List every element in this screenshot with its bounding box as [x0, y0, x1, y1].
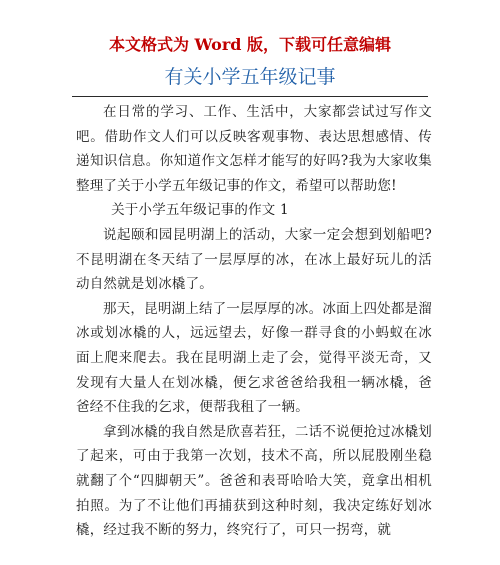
paragraph: 拿到冰橇的我自然是欣喜若狂，二话不说便抢过冰橇划了起来，可由于我第一次划，技术不高，所以屁股刚坐稳就翻了个“四脚朝天”。爸爸和表哥哈哈大笑，竟拿出相机拍照。为了不让他们再捕获到这种时刻，我决定练好划冰橇，经过我不断的努力，终究行了，可只一拐弯，就 — [76, 423, 432, 539]
document-title: 有关小学五年级记事 — [164, 66, 336, 88]
paragraph: 说起颐和园昆明湖上的活动，大家一定会想到划船吧?不昆明湖在冬天结了一层厚厚的冰，在冰上最好玩儿的活动自然就是划冰橇了。 — [76, 226, 432, 293]
paragraph-intro: 在日常的学习、工作、生活中，大家都尝试过写作文吧。借助作文人们可以反映客观事物、表达思想感情、传递知识信息。你知道作文怎样才能写的好吗?我为大家收集整理了关于小学五年级记事的作文，希望可以帮助您! — [76, 104, 432, 194]
title-divider — [72, 96, 428, 97]
section-heading: 关于小学五年级记事的作文 1 — [111, 202, 289, 219]
format-banner: 本文格式为 Word 版，下载可任意编辑 — [108, 35, 392, 54]
paragraph: 那天，昆明湖上结了一层厚厚的冰。冰面上四处都是溜冰或划冰橇的人，远远望去，好像一群寻食的小蚂蚁在冰面上爬来爬去。我在昆明湖上走了会，觉得平淡无奇，又发现有大量人在划冰橇，便乞求爸爸给我租一辆冰橇，爸爸经不住我的乞求，便帮我租了一辆。 — [76, 300, 432, 416]
document-body — [76, 100, 432, 543]
